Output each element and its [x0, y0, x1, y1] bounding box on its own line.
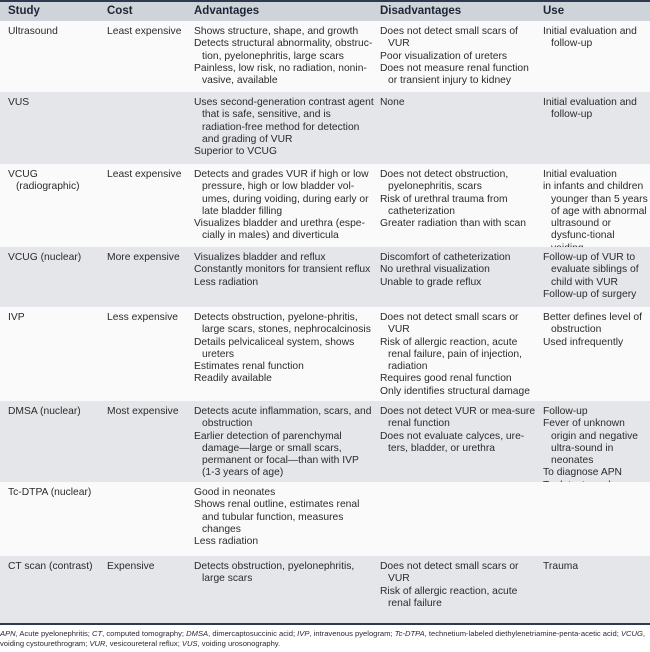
advantages-cell — [194, 26, 374, 87]
cost-cell — [107, 312, 189, 324]
table-row — [0, 401, 650, 482]
disadvantages-item: Does not detect small scars of VUR — [380, 26, 518, 50]
advantages-item: Visualizes bladder and urethra (espe-cially in males) and diverticula — [194, 218, 365, 242]
advantages-item: Superior to VCUG — [194, 146, 277, 158]
disadvantages-item: Discomfort of catheterization — [380, 252, 511, 263]
disadvantages-item: Does not detect VUR or mea-sure renal function — [380, 406, 536, 430]
use-cell — [543, 169, 648, 255]
footnote-definition: , computed tomography; — [102, 629, 187, 638]
advantages-item: Uses second-generation contrast agent that is safe, sensitive, and is radiation-free method for detection and grading of VUR — [194, 97, 374, 145]
footnote-definition: , dimercaptosuccinic acid; — [208, 629, 298, 638]
disadvantages-item: Poor visualization of ureters — [380, 50, 508, 62]
disadvantages-item: None — [380, 97, 405, 108]
footnote-abbreviation: DMSA — [186, 629, 209, 638]
header-use: Use — [543, 5, 565, 17]
cost-cell — [107, 252, 189, 264]
disadvantages-cell — [380, 406, 540, 455]
disadvantages-cell — [380, 312, 540, 398]
advantages-item: Detects acute inflammation, scars, and obstruction — [194, 406, 372, 430]
use-cell — [543, 312, 648, 349]
advantages-item: Less radiation — [194, 276, 259, 288]
cost-cell — [107, 406, 189, 418]
footnote-definition: , intravenous pyelogram; — [309, 629, 395, 638]
disadvantages-item: Only identifies structural damage — [380, 385, 530, 397]
disadvantages-item: Does not detect small scars or VUR — [380, 312, 519, 336]
footnote-definition: , technetium-labeled diethylenetriamine-penta-acetic acid; — [424, 629, 621, 638]
disadvantages-cell — [380, 97, 540, 109]
table-footnote — [0, 623, 650, 649]
cost-cell — [107, 26, 189, 38]
disadvantages-item: Risk of urethral trauma from catheterization — [380, 193, 508, 217]
advantages-item: Good in neonates — [194, 487, 276, 498]
advantages-cell — [194, 252, 374, 289]
study-cell — [8, 97, 103, 109]
disadvantages-item: Unable to grade reflux — [380, 276, 482, 288]
footnote-abbreviation: VUS — [181, 639, 198, 648]
use-item: Initial evaluation and follow-up — [543, 97, 637, 121]
cost-item: Least expensive — [107, 169, 182, 180]
disadvantages-cell — [380, 252, 540, 289]
study-item: IVP — [8, 312, 25, 323]
disadvantages-cell — [380, 169, 540, 230]
advantages-item: Details pelvicaliceal system, shows ureters — [194, 336, 355, 360]
table-row — [0, 482, 650, 556]
study-cell — [8, 26, 103, 38]
table-row — [0, 164, 650, 247]
cost-item: Expensive — [107, 561, 155, 572]
footnote-definition: , voiding urosonography. — [197, 639, 281, 648]
footnote-definition: , voiding cystourethrogram; — [0, 629, 646, 648]
disadvantages-item: Does not measure renal function or transient injury to kidney — [380, 62, 529, 87]
study-item: CT scan (contrast) — [8, 561, 93, 572]
table-row — [0, 21, 650, 92]
disadvantages-item: No urethral visualization — [380, 264, 490, 276]
use-item: Follow-up of VUR to evaluate siblings of child with VUR — [543, 252, 639, 288]
cost-item: Most expensive — [107, 406, 179, 417]
table-row — [0, 307, 650, 401]
study-cell — [8, 252, 103, 264]
use-item: Better defines level of obstruction — [543, 312, 643, 336]
disadvantages-item: Greater radiation than with scan — [380, 218, 526, 230]
use-cell — [543, 26, 648, 51]
footnote-abbreviation: Tc-DTPA — [394, 629, 425, 638]
advantages-item: Shows renal outline, estimates renal and tubular function, measures changes — [194, 499, 360, 535]
advantages-item: Detects obstruction, pyelonephritis, large scars — [194, 561, 355, 585]
footnote-abbreviation: CT — [92, 629, 103, 638]
cost-item: More expensive — [107, 252, 180, 263]
table-row — [0, 92, 650, 164]
table-row — [0, 556, 650, 623]
use-cell — [543, 97, 648, 122]
use-item: Fever of unknown origin and negative ultra-sound in neonates — [543, 418, 639, 467]
disadvantages-cell — [380, 26, 540, 87]
study-item: VCUG (nuclear) — [8, 252, 82, 263]
table-row — [0, 247, 650, 307]
study-item: DMSA (nuclear) — [8, 406, 81, 417]
advantages-item: Visualizes bladder and reflux — [194, 252, 326, 263]
advantages-item: Constantly monitors for transient reflux — [194, 264, 371, 276]
study-cell — [8, 487, 103, 499]
header-cost: Cost — [107, 5, 133, 17]
disadvantages-item: Does not evaluate calyces, ure-ters, bladder, or urethra — [380, 430, 525, 454]
advantages-item: Less radiation — [194, 536, 259, 548]
use-item: To diagnose APN — [543, 467, 622, 479]
advantages-cell — [194, 406, 374, 480]
study-item: VUS — [8, 97, 30, 108]
advantages-item: Detects and grades VUR if high or low pressure, high or low bladder vol-umes, during voiding, during early or late bladder filling — [194, 169, 369, 217]
study-item: Ultrasound — [8, 26, 58, 37]
header-advantages: Advantages — [194, 5, 260, 17]
advantages-item: Detects structural abnormality, obstruc-tion, pyelonephritis, large scars — [194, 38, 373, 62]
use-item: Initial evaluation and follow-up — [543, 26, 637, 50]
advantages-item: Shows structure, shape, and growth — [194, 26, 359, 37]
table-header — [0, 0, 650, 21]
use-item: in infants and children younger than 5 years of age with abnormal ultrasound or dysfunc-tional — [543, 181, 648, 242]
disadvantages-item: Does not detect obstruction, pyelonephritis, scars — [380, 169, 509, 193]
disadvantages-item: Risk of allergic reaction, acute renal failure — [380, 585, 518, 609]
cost-item: Least expensive — [107, 26, 182, 37]
advantages-cell — [194, 561, 374, 586]
disadvantages-item: Does not detect small scars or VUR — [380, 561, 519, 585]
advantages-item: Earlier detection of parenchymal damage—large or small scars, permanent or focal—than with IVP (1-3 years of age) — [194, 430, 359, 479]
study-cell — [8, 169, 103, 194]
study-cell — [8, 561, 103, 573]
footnote-abbreviation: VUR — [89, 639, 106, 648]
disadvantages-cell — [380, 561, 540, 610]
advantages-cell — [194, 169, 374, 243]
advantages-cell — [194, 312, 374, 386]
cost-cell — [107, 169, 189, 181]
use-item: Used infrequently — [543, 336, 624, 348]
disadvantages-item: Risk of allergic reaction, acute renal failure, pain of injection, radiation — [380, 336, 522, 373]
footnote-abbreviation: APN — [0, 629, 16, 638]
use-item: Follow-up — [543, 406, 588, 417]
study-item: VCUG (radiographic) — [8, 169, 80, 193]
advantages-cell — [194, 487, 374, 548]
use-item: Initial evaluation — [543, 169, 617, 180]
advantages-item: Readily available — [194, 373, 272, 385]
study-cell — [8, 406, 103, 418]
header-disadvantages: Disadvantages — [380, 5, 462, 17]
use-item: Trauma — [543, 561, 579, 572]
use-item: Follow-up of surgery — [543, 288, 637, 300]
use-cell — [543, 561, 648, 573]
advantages-item: Estimates renal function — [194, 361, 304, 373]
use-cell — [543, 406, 648, 492]
cost-cell — [107, 561, 189, 573]
disadvantages-item: Requires good renal function — [380, 373, 512, 385]
advantages-item: Painless, low risk, no radiation, nonin-vasive, available — [194, 62, 367, 87]
footnote-definition: , Acute pyelonephritis; — [15, 629, 93, 638]
footnote-definition: , vesicoureteral reflux; — [105, 639, 182, 648]
study-item: Tc-DTPA (nuclear) — [8, 487, 92, 498]
advantages-item: Detects obstruction, pyelone-phritis, large scars, stones, nephrocalcinosis — [194, 312, 371, 336]
use-cell — [543, 252, 648, 301]
cost-item: Less expensive — [107, 312, 178, 323]
advantages-cell — [194, 97, 374, 158]
footnote-abbreviation: VCUG — [620, 629, 643, 638]
study-cell — [8, 312, 103, 324]
header-study: Study — [8, 5, 40, 17]
footnote-abbreviation: IVP — [297, 629, 310, 638]
